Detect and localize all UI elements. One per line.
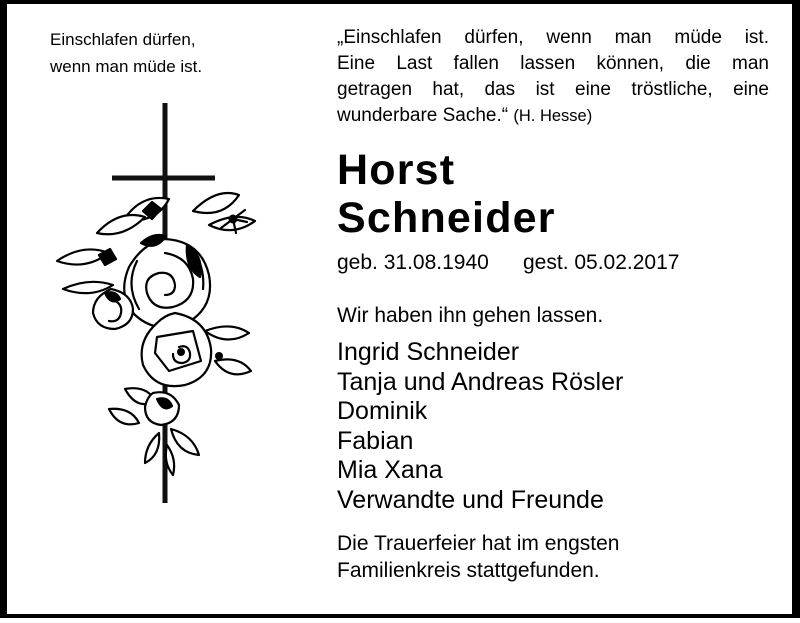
- birth-date: geb. 31.08.1940: [337, 251, 489, 274]
- death-date: gest. 05.02.2017: [523, 251, 680, 274]
- funeral-notice: [337, 531, 769, 584]
- mourner: Mia Xana: [337, 456, 443, 485]
- farewell-line: Wir haben ihn gehen lassen.: [337, 304, 604, 327]
- cross-and-roses-illustration: [53, 93, 293, 513]
- epigraph-line: Einschlafen dürfen,: [50, 30, 196, 49]
- quote-line: „Einschlafen dürfen, wenn man müde ist.: [337, 27, 769, 48]
- funeral-notice-line: Familienkreis stattgefunden.: [337, 558, 600, 582]
- funeral-notice-line: Die Trauerfeier hat im engsten: [337, 532, 620, 555]
- quote-line: [337, 103, 769, 129]
- mourner: Verwandte und Freunde: [337, 485, 604, 514]
- quote-attribution: (H. Hesse): [513, 107, 593, 125]
- deceased-name: [337, 146, 769, 242]
- quote-line-text: wunderbare Sache.“: [337, 105, 509, 126]
- epigraph: [50, 26, 202, 80]
- deceased-last-name: Schneider: [337, 194, 556, 242]
- mourners-list: [337, 338, 769, 516]
- mourner: Dominik: [337, 397, 428, 426]
- mourner: Tanja und Andreas Rösler: [337, 367, 624, 396]
- quote-line: Eine Last fallen lassen können, die man: [337, 53, 769, 74]
- deceased-first-name: Horst: [337, 146, 456, 194]
- life-dates: [337, 251, 769, 275]
- epigraph-line: wenn man müde ist.: [50, 57, 203, 76]
- quote: [337, 25, 769, 129]
- roses-bouquet: [57, 193, 255, 475]
- mourner: Ingrid Schneider: [337, 338, 520, 366]
- quote-line: getragen hat, das ist eine tröstliche, eine: [337, 79, 769, 100]
- mourner: Fabian: [337, 426, 414, 455]
